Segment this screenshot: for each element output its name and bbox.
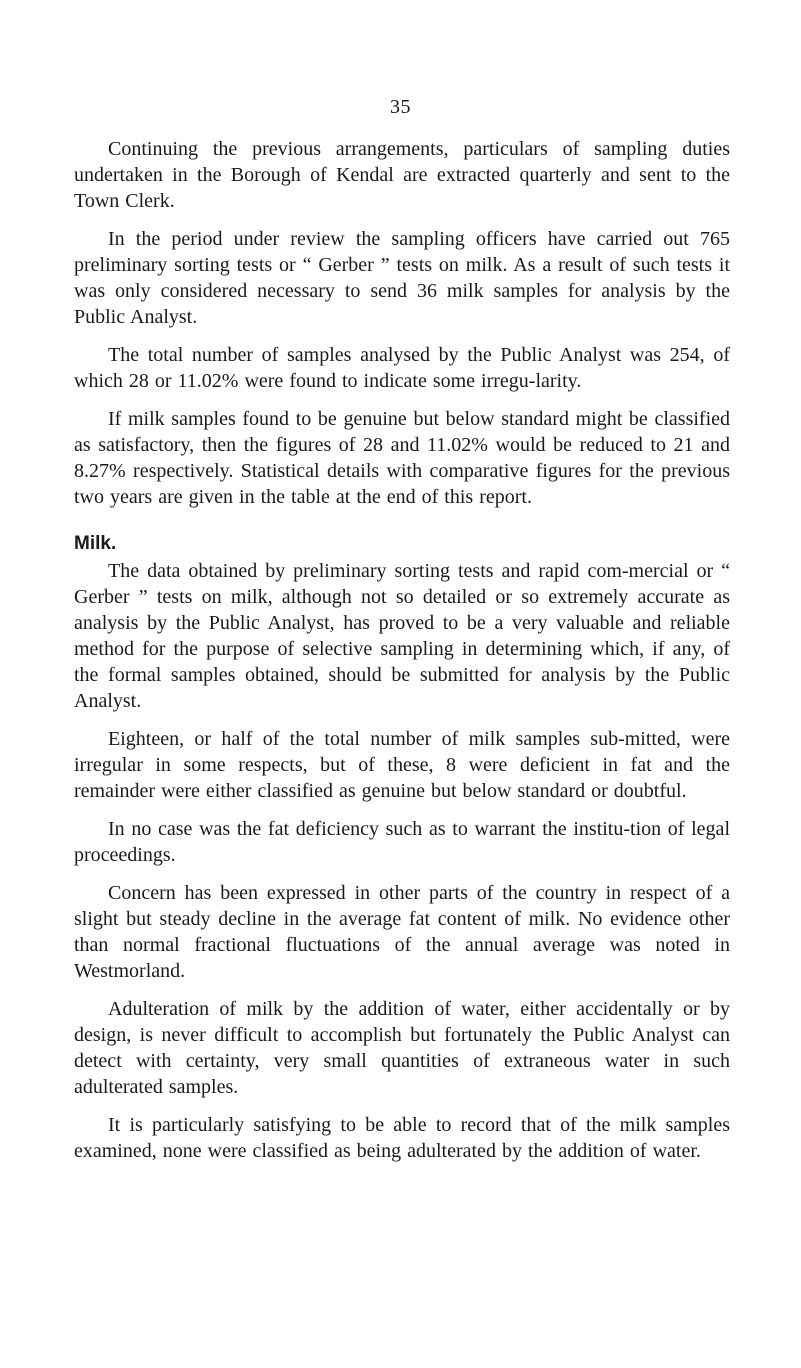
paragraph-gerber-data: The data obtained by preliminary sorting tests and rapid com-mercial or “ Gerber ” tests on milk, although not so detailed or so extremely accurate as analysis by the Public Analyst, has proved to be a very valuable and reliable method for the purpose of selective sampling in determining which, if any, of the formal samples obtained, should be submitted for analysis by the Public Analyst. [74, 560, 730, 712]
paragraph-samples-analysed: The total number of samples analysed by the Public Analyst was 254, of which 28 or 11.02% were found to indicate some irregu-larity. [74, 344, 730, 392]
paragraph-classification: If milk samples found to be genuine but below standard might be classified as satisfactory, then the figures of 28 and 11.02% would be reduced to 21 and 8.27% respectively. Statistical details with comparative figures for the previous two years are given in the table at the end of this report. [74, 408, 730, 508]
section-heading-milk: Milk. [74, 533, 117, 554]
paragraph-irregular-samples: Eighteen, or half of the total number of milk samples sub-mitted, were irregular in some respects, but of these, 8 were deficient in fat and the remainder were either classified as genuine but below standard or doubtful. [74, 728, 730, 802]
paragraph-fat-content: Concern has been expressed in other parts of the country in respect of a slight but steady decline in the average fat content of milk. No evidence other than normal fractional fluctuations of the annual average was noted in Westmorland. [74, 882, 730, 982]
paragraph-adulteration: Adulteration of milk by the addition of water, either accidentally or by design, is never difficult to accomplish but fortunately the Public Analyst can detect with certainty, very small quantities of extraneous water in such adulterated samples. [74, 998, 730, 1098]
paragraph-gerber-tests: In the period under review the sampling officers have carried out 765 preliminary sorting tests or “ Gerber ” tests on milk. As a result of such tests it was only considered necessary to send 36 milk samples for analysis by the Public Analyst. [74, 228, 730, 328]
page-number: 35 [390, 96, 411, 118]
paragraph-no-water-adulteration: It is particularly satisfying to be able to record that of the milk samples examined, none were classified as being adulterated by the addition of water. [74, 1114, 730, 1162]
paragraph-sampling-duties: Continuing the previous arrangements, particulars of sampling duties undertaken in the Borough of Kendal are extracted quarterly and sent to the Town Clerk. [74, 138, 730, 212]
document-body [74, 136, 730, 1176]
paragraph-legal-proceedings: In no case was the fat deficiency such as to warrant the institu-tion of legal proceedings. [74, 818, 730, 866]
